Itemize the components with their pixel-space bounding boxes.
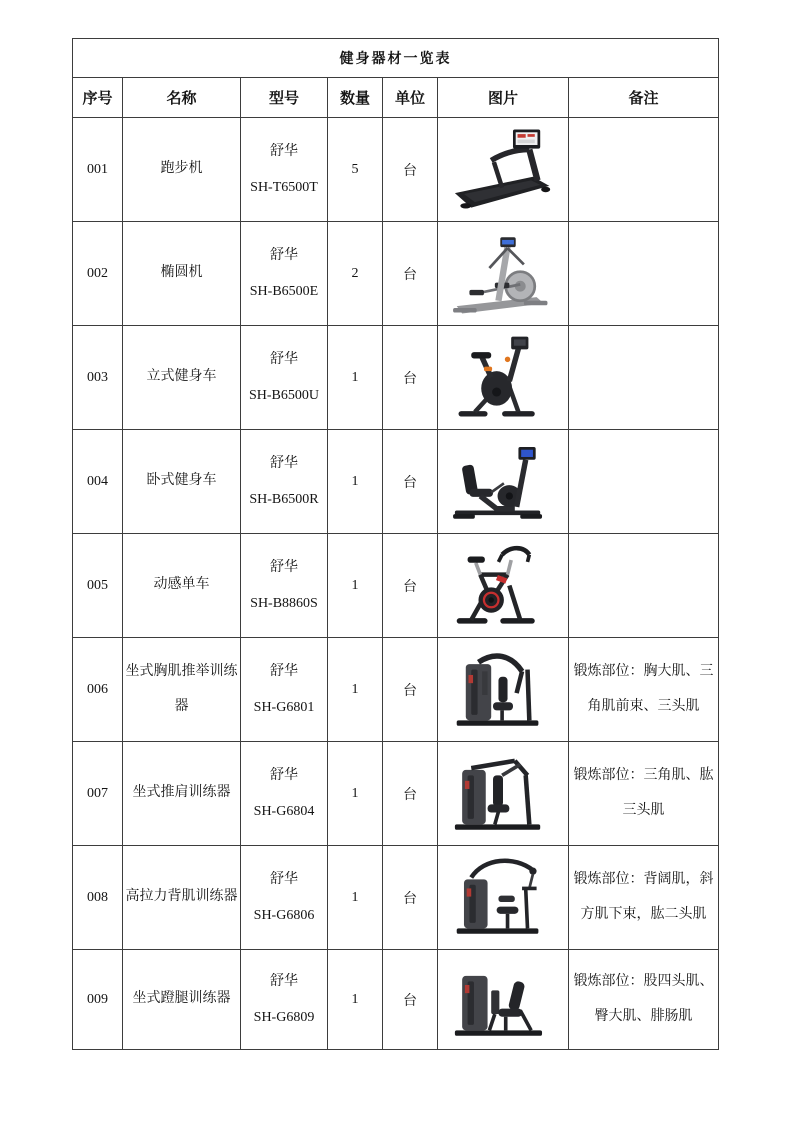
model-text: SH-G6809 xyxy=(253,1009,315,1025)
model-text: SH-B8860S xyxy=(250,595,318,611)
cell-remark xyxy=(569,118,719,222)
model-text: SH-B6500E xyxy=(249,283,319,299)
table-row xyxy=(73,742,719,846)
cell-remark: 锻炼部位：三角肌、肱三头肌 xyxy=(569,742,719,846)
header-cell-image: 图片 xyxy=(438,78,569,118)
header-row xyxy=(73,78,719,118)
model-text: SH-G6801 xyxy=(253,699,315,715)
page-title: 健身器材一览表 xyxy=(73,39,719,78)
cell-remark xyxy=(569,326,719,430)
cell-no: 009 xyxy=(73,950,123,1050)
cell-qty: 1 xyxy=(328,534,383,638)
brand-text: 舒华 xyxy=(270,871,298,887)
cell-image xyxy=(438,534,569,638)
cell-remark xyxy=(569,222,719,326)
header-cell-qty: 数量 xyxy=(328,78,383,118)
cell-remark: 锻炼部位：股四头肌、臀大肌、腓肠肌 xyxy=(569,950,719,1050)
brand-text: 舒华 xyxy=(270,767,298,783)
cell-image xyxy=(438,846,569,950)
cell-model xyxy=(241,534,328,638)
cell-remark: 锻炼部位：背阔肌，斜方肌下束，肱二头肌 xyxy=(569,846,719,950)
header-cell-name: 名称 xyxy=(123,78,241,118)
table-row xyxy=(73,950,719,1050)
cell-name: 坐式胸肌推举训练器 xyxy=(123,638,241,742)
cell-no: 005 xyxy=(73,534,123,638)
cell-unit: 台 xyxy=(383,222,438,326)
model-text: SH-B6500U xyxy=(248,387,319,403)
table-row xyxy=(73,430,719,534)
table-row xyxy=(73,222,719,326)
cell-unit: 台 xyxy=(383,326,438,430)
cell-qty: 5 xyxy=(328,118,383,222)
spin-bike-image xyxy=(444,540,562,631)
cell-no: 001 xyxy=(73,118,123,222)
cell-remark xyxy=(569,430,719,534)
brand-text: 舒华 xyxy=(270,663,298,679)
header-cell-remark: 备注 xyxy=(569,78,719,118)
cell-no: 007 xyxy=(73,742,123,846)
cell-qty: 1 xyxy=(328,742,383,846)
cell-model xyxy=(241,222,328,326)
cell-image xyxy=(438,118,569,222)
brand-text: 舒华 xyxy=(270,143,298,159)
cell-qty: 2 xyxy=(328,222,383,326)
cell-unit: 台 xyxy=(383,950,438,1050)
cell-unit: 台 xyxy=(383,534,438,638)
model-text: SH-B6500R xyxy=(249,491,319,507)
cell-image xyxy=(438,638,569,742)
cell-name: 卧式健身车 xyxy=(123,430,241,534)
cell-qty: 1 xyxy=(328,950,383,1050)
elliptical-image xyxy=(444,228,562,319)
cell-no: 006 xyxy=(73,638,123,742)
cell-image xyxy=(438,742,569,846)
brand-text: 舒华 xyxy=(270,973,298,989)
header-cell-no: 序号 xyxy=(73,78,123,118)
cell-qty: 1 xyxy=(328,846,383,950)
cell-image xyxy=(438,222,569,326)
cell-name: 椭圆机 xyxy=(123,222,241,326)
cell-unit: 台 xyxy=(383,118,438,222)
cell-unit: 台 xyxy=(383,430,438,534)
model-text: SH-G6806 xyxy=(253,907,315,923)
cell-name: 高拉力背肌训练器 xyxy=(123,846,241,950)
cell-unit: 台 xyxy=(383,742,438,846)
chest-press-machine-image xyxy=(444,644,562,735)
cell-unit: 台 xyxy=(383,638,438,742)
brand-text: 舒华 xyxy=(270,351,298,367)
shoulder-press-machine-image xyxy=(444,748,562,839)
cell-name: 动感单车 xyxy=(123,534,241,638)
model-text: SH-T6500T xyxy=(250,179,318,195)
cell-name: 立式健身车 xyxy=(123,326,241,430)
cell-model xyxy=(241,950,328,1050)
cell-name: 跑步机 xyxy=(123,118,241,222)
cell-model xyxy=(241,846,328,950)
cell-no: 008 xyxy=(73,846,123,950)
lat-pulldown-machine-image xyxy=(444,852,562,943)
cell-model xyxy=(241,742,328,846)
treadmill-image xyxy=(444,124,562,215)
cell-model xyxy=(241,118,328,222)
upright-bike-image xyxy=(444,332,562,423)
cell-no: 003 xyxy=(73,326,123,430)
table-row xyxy=(73,326,719,430)
cell-unit: 台 xyxy=(383,846,438,950)
cell-remark: 锻炼部位：胸大肌、三角肌前束、三头肌 xyxy=(569,638,719,742)
recumbent-bike-image xyxy=(444,436,562,527)
header-cell-model: 型号 xyxy=(241,78,328,118)
cell-name: 坐式推肩训练器 xyxy=(123,742,241,846)
cell-model xyxy=(241,326,328,430)
cell-model xyxy=(241,638,328,742)
cell-remark xyxy=(569,534,719,638)
cell-model xyxy=(241,430,328,534)
header-cell-unit: 单位 xyxy=(383,78,438,118)
cell-qty: 1 xyxy=(328,326,383,430)
equipment-table xyxy=(72,38,719,1050)
cell-image xyxy=(438,430,569,534)
cell-qty: 1 xyxy=(328,638,383,742)
cell-name: 坐式蹬腿训练器 xyxy=(123,950,241,1050)
cell-image xyxy=(438,326,569,430)
title-row xyxy=(73,39,719,78)
leg-press-machine-image xyxy=(444,954,562,1045)
brand-text: 舒华 xyxy=(270,247,298,263)
table-row xyxy=(73,534,719,638)
table-row xyxy=(73,118,719,222)
model-text: SH-G6804 xyxy=(253,803,315,819)
table-row xyxy=(73,638,719,742)
brand-text: 舒华 xyxy=(270,559,298,575)
cell-no: 004 xyxy=(73,430,123,534)
cell-no: 002 xyxy=(73,222,123,326)
cell-qty: 1 xyxy=(328,430,383,534)
cell-image xyxy=(438,950,569,1050)
table-row xyxy=(73,846,719,950)
brand-text: 舒华 xyxy=(270,455,298,471)
